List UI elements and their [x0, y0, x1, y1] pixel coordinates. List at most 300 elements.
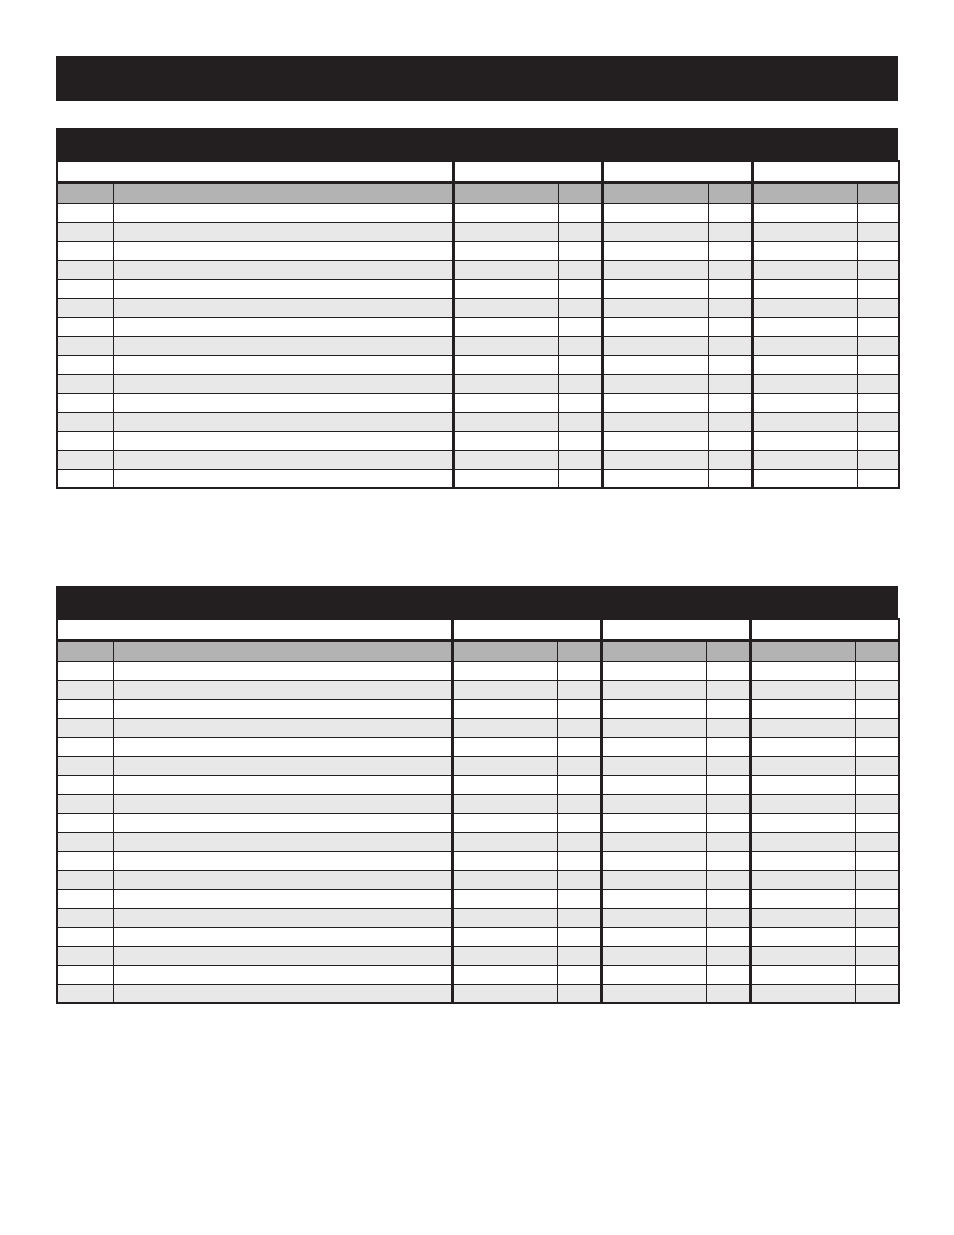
table-cell[interactable]: [752, 469, 857, 488]
table-cell[interactable]: [855, 927, 899, 946]
table-cell[interactable]: [708, 355, 752, 374]
table-cell[interactable]: [706, 718, 750, 737]
table-cell[interactable]: [708, 222, 752, 241]
table-cell[interactable]: [558, 336, 602, 355]
table-cell[interactable]: [601, 794, 706, 813]
table-cell[interactable]: [557, 756, 601, 775]
table-cell[interactable]: [708, 450, 752, 469]
table-cell[interactable]: [57, 336, 113, 355]
table-cell[interactable]: [557, 851, 601, 870]
table-cell[interactable]: [601, 908, 706, 927]
table-cell[interactable]: [452, 984, 557, 1003]
table-cell[interactable]: [557, 661, 601, 680]
table-cell[interactable]: [57, 889, 113, 908]
table-cell[interactable]: [601, 699, 706, 718]
table-cell[interactable]: [57, 260, 113, 279]
table-cell[interactable]: [752, 355, 857, 374]
table-cell[interactable]: [706, 984, 750, 1003]
table-cell[interactable]: [750, 661, 855, 680]
table-cell[interactable]: [453, 241, 558, 260]
table-cell[interactable]: [708, 336, 752, 355]
table-row: [57, 355, 899, 374]
column-header-cell: [708, 182, 752, 203]
table-cell[interactable]: [855, 889, 899, 908]
table-cell[interactable]: [557, 813, 601, 832]
table-1-body: [57, 161, 899, 488]
table-cell[interactable]: [601, 832, 706, 851]
table-cell[interactable]: [750, 984, 855, 1003]
table-cell[interactable]: [558, 412, 602, 431]
table-cell[interactable]: [57, 317, 113, 336]
table-cell[interactable]: [57, 965, 113, 984]
table-cell[interactable]: [750, 965, 855, 984]
table-cell[interactable]: [113, 965, 452, 984]
table-cell[interactable]: [857, 222, 899, 241]
table-cell[interactable]: [452, 851, 557, 870]
table-cell[interactable]: [452, 889, 557, 908]
table-cell[interactable]: [602, 450, 708, 469]
table-cell[interactable]: [857, 431, 899, 450]
table-cell[interactable]: [557, 832, 601, 851]
table-cell[interactable]: [558, 298, 602, 317]
table-cell[interactable]: [750, 870, 855, 889]
table-cell[interactable]: [752, 412, 857, 431]
table-cell[interactable]: [113, 870, 452, 889]
table-cell[interactable]: [57, 851, 113, 870]
table-cell[interactable]: [855, 775, 899, 794]
table-cell[interactable]: [557, 794, 601, 813]
table-cell[interactable]: [706, 794, 750, 813]
table-cell[interactable]: [752, 298, 857, 317]
table-cell[interactable]: [857, 279, 899, 298]
table-row: [57, 298, 899, 317]
table-cell[interactable]: [452, 870, 557, 889]
table-cell[interactable]: [708, 412, 752, 431]
table-cell[interactable]: [113, 794, 452, 813]
table-cell[interactable]: [857, 260, 899, 279]
table-cell[interactable]: [57, 699, 113, 718]
table-cell[interactable]: [601, 680, 706, 699]
table-cell[interactable]: [750, 794, 855, 813]
table-cell[interactable]: [857, 355, 899, 374]
table-cell[interactable]: [557, 737, 601, 756]
table-cell[interactable]: [57, 431, 113, 450]
table-cell[interactable]: [452, 813, 557, 832]
table-cell[interactable]: [708, 298, 752, 317]
table-cell[interactable]: [602, 374, 708, 393]
table-cell[interactable]: [57, 222, 113, 241]
table-cell[interactable]: [706, 889, 750, 908]
table-cell[interactable]: [113, 756, 452, 775]
table-cell[interactable]: [113, 298, 453, 317]
table-cell[interactable]: [750, 851, 855, 870]
table-cell[interactable]: [57, 756, 113, 775]
table-cell[interactable]: [708, 241, 752, 260]
table-cell[interactable]: [602, 355, 708, 374]
table-cell[interactable]: [57, 374, 113, 393]
table-cell[interactable]: [558, 241, 602, 260]
group-header-cell: [57, 619, 452, 640]
table-cell[interactable]: [452, 718, 557, 737]
table-cell[interactable]: [752, 450, 857, 469]
table-cell[interactable]: [855, 908, 899, 927]
table-cell[interactable]: [602, 336, 708, 355]
table-cell[interactable]: [558, 355, 602, 374]
table-cell[interactable]: [855, 870, 899, 889]
table-cell[interactable]: [708, 469, 752, 488]
table-cell[interactable]: [113, 946, 452, 965]
table-cell[interactable]: [453, 412, 558, 431]
table-cell[interactable]: [750, 927, 855, 946]
table-cell[interactable]: [708, 393, 752, 412]
table-cell[interactable]: [558, 431, 602, 450]
table-cell[interactable]: [857, 317, 899, 336]
table-cell[interactable]: [708, 374, 752, 393]
table-cell[interactable]: [855, 946, 899, 965]
table-row: [57, 718, 899, 737]
table-cell[interactable]: [855, 813, 899, 832]
table-cell[interactable]: [557, 889, 601, 908]
table-cell[interactable]: [453, 393, 558, 412]
table-cell[interactable]: [453, 317, 558, 336]
table-cell[interactable]: [557, 680, 601, 699]
table-cell[interactable]: [452, 794, 557, 813]
table-section-1: [56, 128, 898, 489]
column-header-cell: [57, 182, 113, 203]
column-header-cell: [602, 182, 708, 203]
table-cell[interactable]: [752, 374, 857, 393]
table-cell[interactable]: [601, 775, 706, 794]
group-header-cell: [453, 161, 602, 182]
table-cell[interactable]: [602, 469, 708, 488]
table-cell[interactable]: [113, 832, 452, 851]
table-cell[interactable]: [708, 317, 752, 336]
table-cell[interactable]: [453, 374, 558, 393]
column-header-cell: [857, 182, 899, 203]
table-cell[interactable]: [113, 908, 452, 927]
table-cell[interactable]: [752, 431, 857, 450]
table-cell[interactable]: [113, 241, 453, 260]
table-row: [57, 889, 899, 908]
table-cell[interactable]: [752, 222, 857, 241]
table-cell[interactable]: [558, 317, 602, 336]
group-header-cell: [57, 161, 453, 182]
table-cell[interactable]: [57, 298, 113, 317]
table-cell[interactable]: [113, 469, 453, 488]
table-cell[interactable]: [750, 680, 855, 699]
column-header-row: [57, 640, 899, 661]
table-cell[interactable]: [57, 946, 113, 965]
table-cell[interactable]: [855, 680, 899, 699]
table-cell[interactable]: [452, 699, 557, 718]
table-cell[interactable]: [601, 984, 706, 1003]
table-cell[interactable]: [750, 946, 855, 965]
table-cell[interactable]: [453, 336, 558, 355]
table-cell[interactable]: [452, 775, 557, 794]
table-cell[interactable]: [857, 469, 899, 488]
table-cell[interactable]: [113, 203, 453, 222]
table-cell[interactable]: [57, 412, 113, 431]
table-cell[interactable]: [752, 260, 857, 279]
table-cell[interactable]: [113, 279, 453, 298]
table-cell[interactable]: [602, 222, 708, 241]
table-cell[interactable]: [750, 832, 855, 851]
table-cell[interactable]: [752, 203, 857, 222]
table-cell[interactable]: [706, 927, 750, 946]
table-cell[interactable]: [57, 718, 113, 737]
table-cell[interactable]: [602, 298, 708, 317]
table-row: [57, 222, 899, 241]
table-cell[interactable]: [857, 412, 899, 431]
table-cell[interactable]: [855, 699, 899, 718]
table-cell[interactable]: [601, 756, 706, 775]
table-cell[interactable]: [708, 279, 752, 298]
column-header-cell: [113, 640, 452, 661]
table-row: [57, 794, 899, 813]
table-cell[interactable]: [706, 699, 750, 718]
table-cell[interactable]: [57, 984, 113, 1003]
table-cell[interactable]: [57, 813, 113, 832]
table-cell[interactable]: [706, 775, 750, 794]
table-cell[interactable]: [113, 680, 452, 699]
table-cell[interactable]: [558, 222, 602, 241]
table-cell[interactable]: [57, 680, 113, 699]
table-cell[interactable]: [57, 908, 113, 927]
table-cell[interactable]: [855, 794, 899, 813]
group-header-cell: [602, 161, 752, 182]
table-cell[interactable]: [452, 946, 557, 965]
table-cell[interactable]: [557, 984, 601, 1003]
table-cell[interactable]: [557, 946, 601, 965]
table-cell[interactable]: [57, 355, 113, 374]
table-cell[interactable]: [113, 927, 452, 946]
table-cell[interactable]: [113, 984, 452, 1003]
table-cell[interactable]: [57, 393, 113, 412]
table-cell[interactable]: [857, 298, 899, 317]
table-cell[interactable]: [113, 775, 452, 794]
table-cell[interactable]: [601, 965, 706, 984]
table-cell[interactable]: [558, 260, 602, 279]
table-cell[interactable]: [708, 431, 752, 450]
table-cell[interactable]: [557, 718, 601, 737]
table-cell[interactable]: [452, 756, 557, 775]
table-cell[interactable]: [708, 260, 752, 279]
table-cell[interactable]: [601, 718, 706, 737]
table-cell[interactable]: [452, 661, 557, 680]
table-cell[interactable]: [855, 737, 899, 756]
table-cell[interactable]: [602, 412, 708, 431]
table-cell[interactable]: [558, 374, 602, 393]
table-cell[interactable]: [113, 737, 452, 756]
table-cell[interactable]: [706, 851, 750, 870]
table-cell[interactable]: [601, 927, 706, 946]
table-cell[interactable]: [601, 889, 706, 908]
table-cell[interactable]: [750, 813, 855, 832]
table-cell[interactable]: [452, 965, 557, 984]
table-cell[interactable]: [113, 450, 453, 469]
table-cell[interactable]: [113, 718, 452, 737]
table-cell[interactable]: [857, 374, 899, 393]
table-cell[interactable]: [558, 469, 602, 488]
table-cell[interactable]: [857, 393, 899, 412]
table-cell[interactable]: [57, 241, 113, 260]
table-cell[interactable]: [750, 718, 855, 737]
column-header-cell: [453, 182, 558, 203]
table-cell[interactable]: [601, 813, 706, 832]
table-cell[interactable]: [857, 450, 899, 469]
table-cell[interactable]: [453, 355, 558, 374]
table-cell[interactable]: [602, 241, 708, 260]
table-cell[interactable]: [57, 450, 113, 469]
table-cell[interactable]: [558, 393, 602, 412]
table-row: [57, 317, 899, 336]
table-cell[interactable]: [452, 832, 557, 851]
table-cell[interactable]: [557, 908, 601, 927]
table-cell[interactable]: [752, 279, 857, 298]
group-header-cell: [452, 619, 601, 640]
column-header-cell: [558, 182, 602, 203]
table-cell[interactable]: [708, 203, 752, 222]
table-cell[interactable]: [57, 279, 113, 298]
table-cell[interactable]: [452, 908, 557, 927]
column-header-cell: [855, 640, 899, 661]
table-cell[interactable]: [452, 927, 557, 946]
table-cell[interactable]: [557, 870, 601, 889]
table-cell[interactable]: [453, 203, 558, 222]
table-cell[interactable]: [113, 889, 452, 908]
table-cell[interactable]: [113, 222, 453, 241]
table-cell[interactable]: [752, 393, 857, 412]
table-cell[interactable]: [57, 661, 113, 680]
table-cell[interactable]: [602, 431, 708, 450]
table-cell[interactable]: [857, 241, 899, 260]
table-cell[interactable]: [113, 431, 453, 450]
table-cell[interactable]: [752, 336, 857, 355]
table-cell[interactable]: [706, 946, 750, 965]
table-cell[interactable]: [602, 317, 708, 336]
table-cell[interactable]: [750, 756, 855, 775]
table-cell[interactable]: [113, 336, 453, 355]
table-cell[interactable]: [57, 794, 113, 813]
table-row: [57, 203, 899, 222]
table-cell[interactable]: [750, 908, 855, 927]
table-cell[interactable]: [113, 661, 452, 680]
table-cell[interactable]: [57, 832, 113, 851]
table-cell[interactable]: [113, 317, 453, 336]
table-cell[interactable]: [453, 298, 558, 317]
table-cell[interactable]: [752, 317, 857, 336]
table-cell[interactable]: [706, 908, 750, 927]
table-cell[interactable]: [602, 393, 708, 412]
table-cell[interactable]: [452, 737, 557, 756]
table-cell[interactable]: [113, 393, 453, 412]
table-cell[interactable]: [113, 851, 452, 870]
table-cell[interactable]: [113, 813, 452, 832]
table-cell[interactable]: [113, 260, 453, 279]
table-cell[interactable]: [558, 203, 602, 222]
table-cell[interactable]: [750, 775, 855, 794]
table-cell[interactable]: [855, 661, 899, 680]
group-header-cell: [750, 619, 899, 640]
table-row: [57, 946, 899, 965]
column-header-cell: [57, 640, 113, 661]
table-cell[interactable]: [452, 680, 557, 699]
table-cell[interactable]: [752, 241, 857, 260]
table-cell[interactable]: [855, 965, 899, 984]
table-cell[interactable]: [855, 718, 899, 737]
table-cell[interactable]: [601, 661, 706, 680]
table-2-heading-bar: [56, 586, 898, 618]
table-cell[interactable]: [706, 870, 750, 889]
table-cell[interactable]: [601, 946, 706, 965]
table-cell[interactable]: [706, 737, 750, 756]
table-cell[interactable]: [706, 832, 750, 851]
table-row: [57, 737, 899, 756]
table-cell[interactable]: [557, 927, 601, 946]
table-cell[interactable]: [57, 203, 113, 222]
table-cell[interactable]: [855, 851, 899, 870]
table-cell[interactable]: [57, 927, 113, 946]
column-header-cell: [557, 640, 601, 661]
table-cell[interactable]: [453, 279, 558, 298]
table-cell[interactable]: [706, 965, 750, 984]
table-cell[interactable]: [601, 851, 706, 870]
table-cell[interactable]: [453, 260, 558, 279]
table-cell[interactable]: [750, 699, 855, 718]
table-cell[interactable]: [750, 737, 855, 756]
table-cell[interactable]: [557, 775, 601, 794]
table-cell[interactable]: [453, 431, 558, 450]
table-cell[interactable]: [706, 813, 750, 832]
table-cell[interactable]: [57, 870, 113, 889]
table-cell[interactable]: [857, 203, 899, 222]
table-cell[interactable]: [113, 374, 453, 393]
table-1: [56, 160, 900, 489]
table-row: [57, 832, 899, 851]
table-cell[interactable]: [706, 756, 750, 775]
table-cell[interactable]: [57, 775, 113, 794]
table-cell[interactable]: [601, 737, 706, 756]
table-cell[interactable]: [602, 279, 708, 298]
table-cell[interactable]: [57, 737, 113, 756]
table-cell[interactable]: [857, 336, 899, 355]
table-cell[interactable]: [706, 661, 750, 680]
table-row: [57, 412, 899, 431]
table-cell[interactable]: [453, 450, 558, 469]
table-cell[interactable]: [557, 699, 601, 718]
table-cell[interactable]: [558, 279, 602, 298]
table-cell[interactable]: [601, 870, 706, 889]
table-cell[interactable]: [453, 222, 558, 241]
table-row: [57, 680, 899, 699]
table-cell[interactable]: [706, 680, 750, 699]
table-cell[interactable]: [855, 832, 899, 851]
table-cell[interactable]: [113, 412, 453, 431]
table-cell[interactable]: [602, 203, 708, 222]
table-cell[interactable]: [57, 469, 113, 488]
table-cell[interactable]: [855, 984, 899, 1003]
table-cell[interactable]: [602, 260, 708, 279]
table-cell[interactable]: [750, 889, 855, 908]
table-cell[interactable]: [855, 756, 899, 775]
table-row: [57, 241, 899, 260]
table-cell[interactable]: [557, 965, 601, 984]
table-cell[interactable]: [453, 469, 558, 488]
table-cell[interactable]: [113, 699, 452, 718]
table-cell[interactable]: [113, 355, 453, 374]
table-row: [57, 374, 899, 393]
table-cell[interactable]: [558, 450, 602, 469]
